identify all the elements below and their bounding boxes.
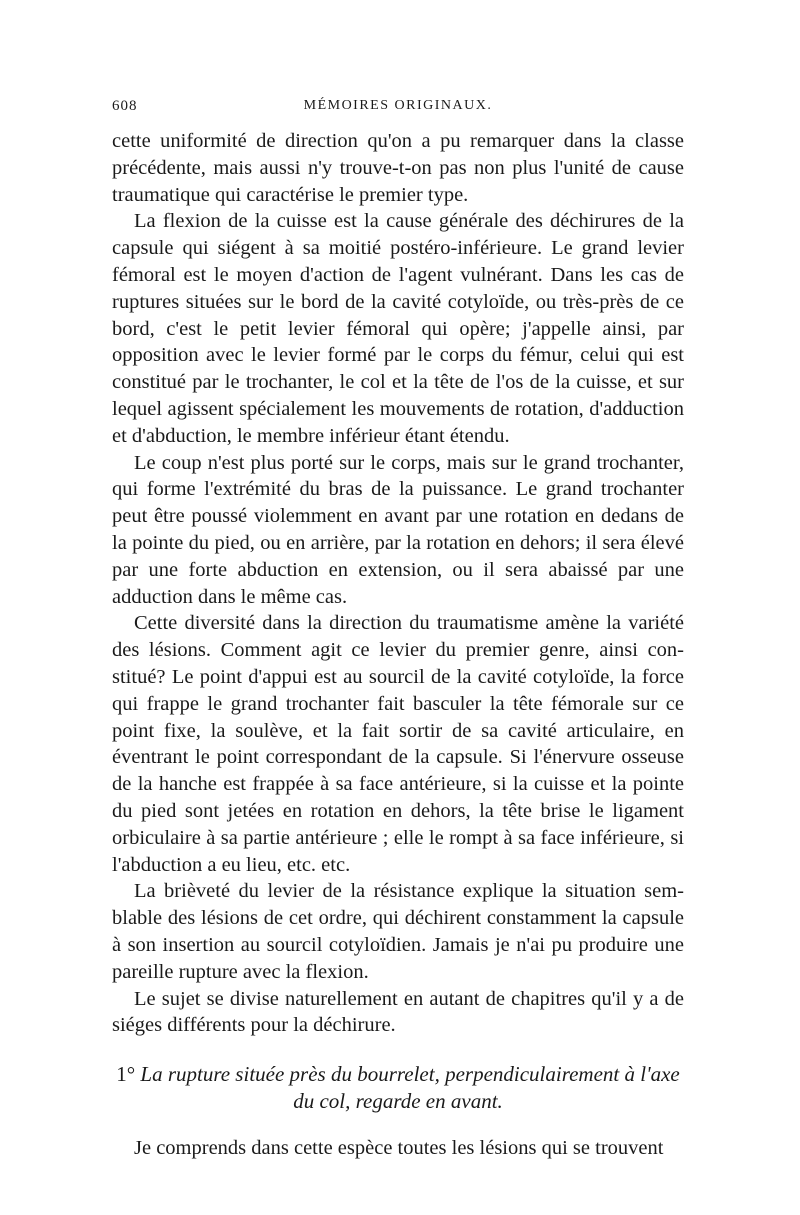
paragraph: Cette diversité dans la direction du traumatisme amène la variété des lésions. Comment agit ce levier du premier genre, ainsi constitué? Le point d'appui est au sourcil de la cavité cotyloïde, la force qui frappe le grand trochanter fait basculer la tête fémorale sur ce point fixe, la soulève, et la fait sortir de sa cavité articulaire, en éventrant le point correspondant de la capsule. Si l'énervure osseuse de la hanche est frappée à sa face antérieure, si la cuisse et la pointe du pied sont jetées en rotation en dehors, la tête brise le ligament orbiculaire à sa partie antérieure ; elle le rompt à sa face inférieure, si l'abduction a eu lieu, etc. etc. [112,612,684,876]
paragraph: Le coup n'est plus porté sur le corps, mais sur le grand trochanter, qui forme l'extrémité du bras de la puissance. Le grand trochanter peut être poussé violemment en avant par une rotation en dedans de la pointe du pied, ou en arrière, par la rotation en dehors; il sera élevé par une forte abduction en extension, ou il sera abaissé par une adduction dans le même cas. [112,451,684,608]
section-title: La rupture située près du bourrelet, perpendiculairement à l'axe du col, regarde en avant. [140,1062,680,1114]
body-text [112,128,684,1162]
running-head [112,98,684,128]
book-page [112,98,684,1162]
running-title: MÉMOIRES ORIGINAUX. [303,98,493,113]
paragraph: La brièveté du levier de la résistance explique la situation semblable des lésions de cet ordre, qui déchirent constamment la capsule à son insertion au sourcil cotyloïdien. Jamais je n'ai pu produire une pareille rupture avec la flexion. [112,880,684,983]
page-number: 608 [112,98,138,114]
paragraph: Le sujet se divise naturellement en autant de chapitres qu'il y a de siéges différents pour la déchirure. [112,987,684,1037]
paragraph: La flexion de la cuisse est la cause générale des déchirures de la capsule qui siégent à sa moitié postéro-inférieure. Le grand levier fémoral est le moyen d'action de l'agent vulnérant. Dans les cas de ruptures situées sur le bord de la cavité cotyloïde, ou très-près de ce bord, c'est le petit levier fémoral qui opère; j'appelle ainsi, par opposition avec le levier formé par le corps du fémur, celui qui est constitué par le trochanter, le col et la tête de l'os de la cuisse, et sur lequel agissent spécialement les mouvements de rotation, d'adduction et d'abduction, le membre inférieur étant étendu. [112,210,684,447]
paragraph-continued: cette uniformité de direction qu'on a pu remarquer dans la classe précédente, mais aussi n'y trouve-t-on pas non plus l'unité de cause traumatique qui caractérise le premier type. [112,130,684,206]
section-number: 1° [116,1062,136,1087]
section-heading [112,1061,684,1115]
paragraph: Je comprends dans cette espèce toutes les lésions qui se trouvent [134,1137,664,1160]
